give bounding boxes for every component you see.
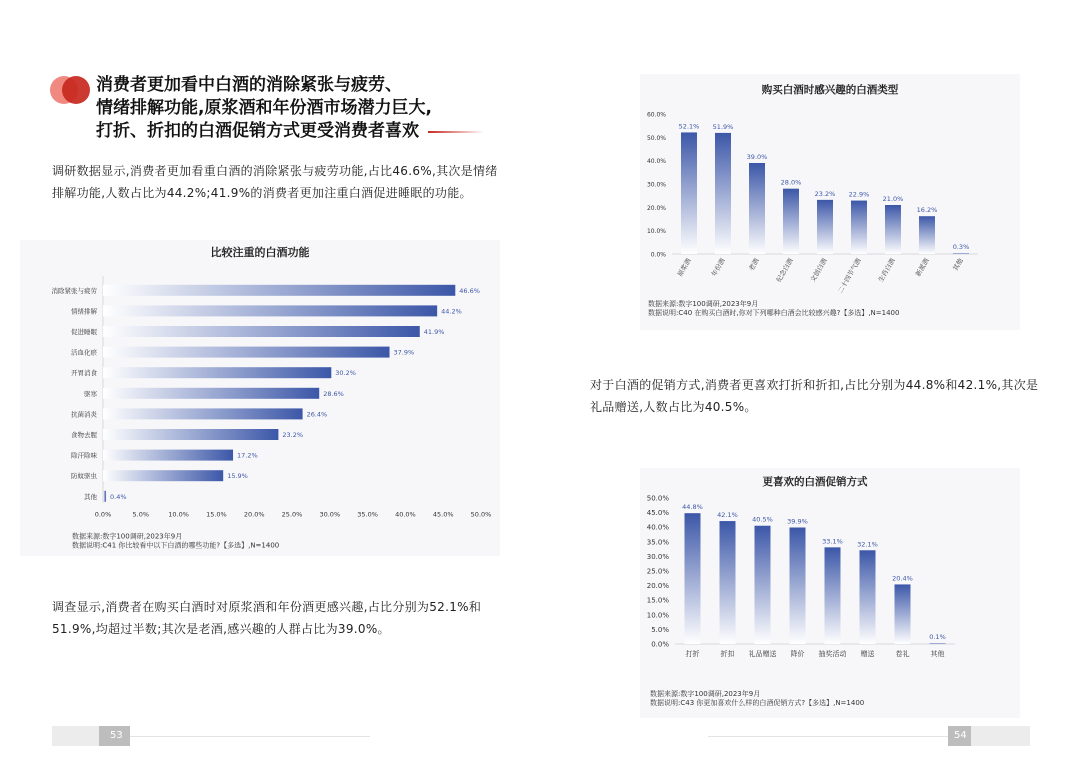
- chart-function-category-label: 情绪排解: [71, 307, 97, 316]
- chart-function-x-tick: 45.0%: [432, 510, 454, 519]
- chart-promotion-bar: [895, 584, 911, 644]
- chart-promotion-bar: [755, 526, 771, 644]
- chart-function-category-label: 促进睡眠: [71, 328, 97, 336]
- chart-type-bar: [919, 216, 935, 254]
- chart-type-data-label: 28.0%: [780, 178, 802, 187]
- chart-function-x-tick: 10.0%: [168, 510, 189, 519]
- chart-promotion-bar: [685, 513, 701, 644]
- paragraph-function: 调研数据显示,消费者更加看重白酒的消除紧张与疲劳功能,占比46.6%,其次是情绪排解功能,人数占比为44.2%;41.9%的消费者更加注重白酒促进睡眠的功能。: [52, 164, 498, 200]
- chart-function-data-label: 26.4%: [306, 410, 328, 419]
- chart-type-y-tick: 40.0%: [646, 158, 666, 166]
- chart-function-data-label: 30.2%: [335, 369, 356, 378]
- chart-function-data-label: 41.9%: [423, 328, 445, 336]
- chart-type-category-label: 其他: [951, 257, 965, 273]
- chart-type-bar: [783, 189, 799, 254]
- chart-function-bar: [103, 326, 420, 337]
- chart-type-bar: [681, 132, 697, 254]
- headline-line-1: 消费者更加看中白酒的消除紧张与疲劳、: [96, 75, 402, 95]
- chart-promotion-data-label: 44.8%: [682, 503, 703, 512]
- chart-promotion-data-label: 20.4%: [892, 574, 913, 583]
- chart-function-data-label: 46.6%: [459, 286, 480, 295]
- chart-function-category-label: 驱寒: [84, 389, 97, 398]
- chart-promotion-category-label: 打折: [685, 650, 700, 658]
- footer-rule-right: [708, 736, 948, 737]
- chart-function-category-label: 抗菌消炎: [71, 410, 97, 419]
- chart-function-x-tick: 40.0%: [395, 510, 416, 519]
- chart-promotion-bar: [825, 547, 841, 644]
- chart-type-category-label: 年份酒: [710, 257, 727, 278]
- chart-function-x-tick: 0.0%: [94, 510, 112, 519]
- chart-promotion-source: 数据来源:数字100调研,2023年9月: [650, 690, 761, 698]
- chart-promotion-category-label: 折扣: [720, 650, 735, 658]
- chart-promotion-y-tick: 5.0%: [651, 625, 669, 634]
- chart-type-bar: [817, 200, 833, 254]
- chart-type-data-label: 16.2%: [916, 206, 938, 215]
- chart-promotion-y-tick: 30.0%: [646, 552, 669, 561]
- chart-function-bar: [103, 450, 233, 461]
- chart-promotion-y-tick: 15.0%: [646, 596, 669, 605]
- chart-function-note: 数据说明:C41 你比较看中以下白酒的哪些功能?【多选】,N=1400: [72, 541, 280, 550]
- section-headline: [96, 74, 432, 143]
- chart-type-bar: [953, 253, 969, 254]
- chart-promotion-category-label: 礼品赠送: [748, 650, 777, 658]
- chart-promotion-bar: [930, 643, 946, 644]
- chart-promotion: [640, 468, 1020, 718]
- chart-promotion-bar: [860, 550, 876, 644]
- chart-function-category-label: 其他: [84, 492, 97, 501]
- chart-promotion-category-label: 赠送: [860, 650, 875, 658]
- chart-function-box: [20, 240, 500, 556]
- chart-promotion-note: 数据说明:C43 你更加喜欢什么样的白酒促销方式?【多选】,N=1400: [650, 699, 865, 707]
- chart-promotion-y-tick: 0.0%: [651, 640, 669, 649]
- chart-type-bar: [851, 201, 867, 254]
- page-number-left-bar: [52, 726, 130, 746]
- chart-promotion-y-tick: 20.0%: [646, 582, 669, 591]
- headline-accent-rule: [428, 131, 484, 133]
- chart-function-x-tick: 5.0%: [132, 510, 150, 519]
- chart-function-category-label: 除汗除味: [71, 451, 97, 460]
- chart-function-data-label: 0.4%: [110, 492, 127, 501]
- chart-promotion-data-label: 39.9%: [787, 517, 808, 526]
- chart-function-x-tick: 30.0%: [319, 510, 341, 519]
- paragraph-promotion: 对于白酒的促销方式,消费者更喜欢打折和折扣,占比分别为44.8%和42.1%,其次是礼品赠送,人数占比为40.5%。: [590, 378, 1039, 414]
- chart-function-x-tick: 35.0%: [357, 510, 378, 519]
- chart-type-bar: [749, 163, 765, 254]
- footer-rule-left: [130, 736, 370, 737]
- chart-type-title: 购买白酒时感兴趣的白酒类型: [761, 84, 899, 96]
- chart-promotion-title: 更喜欢的白酒促销方式: [762, 476, 868, 488]
- chart-function-bar: [103, 388, 319, 399]
- headline-line-2: 情绪排解功能,原浆酒和年份酒市场潜力巨大,: [96, 98, 432, 118]
- chart-type-category-label: 生肖白酒: [876, 257, 897, 284]
- chart-promotion-y-tick: 10.0%: [646, 611, 669, 620]
- page-number-right-bar: [948, 726, 1030, 746]
- chart-promotion-y-tick: 25.0%: [646, 567, 669, 576]
- chart-promotion-data-label: 42.1%: [717, 511, 738, 520]
- chart-function-data-label: 15.9%: [227, 472, 248, 481]
- chart-promotion-y-tick: 45.0%: [646, 509, 669, 518]
- chart-promotion-category-label: 其他: [930, 650, 945, 658]
- chart-function-x-tick: 50.0%: [470, 510, 492, 519]
- chart-type-note: 数据说明:C40 在购买白酒时,你对下列哪种白酒会比较感兴趣?【多选】,N=1400: [648, 309, 900, 317]
- chart-promotion-category-label: 抽奖活动: [818, 650, 847, 658]
- chart-type-data-label: 0.3%: [952, 243, 970, 251]
- chart-promotion-data-label: 33.1%: [822, 537, 843, 546]
- page-number-left: 53: [110, 730, 123, 741]
- chart-type-data-label: 23.2%: [814, 189, 836, 198]
- chart-promotion-y-tick: 50.0%: [646, 494, 669, 503]
- chart-function-category-label: 消除紧张与疲劳: [51, 286, 97, 295]
- chart-promotion-data-label: 0.1%: [929, 633, 946, 641]
- chart-function-data-label: 37.9%: [393, 348, 415, 357]
- logo-circle-dark: [62, 76, 90, 104]
- chart-promotion-bar: [720, 521, 736, 644]
- chart-type-data-label: 22.9%: [848, 190, 870, 199]
- chart-promotion-y-tick: 35.0%: [646, 538, 669, 547]
- chart-function-title: 比较注重的白酒功能: [210, 246, 310, 259]
- chart-type-data-label: 21.0%: [882, 195, 904, 203]
- chart-type-y-tick: 10.0%: [646, 228, 666, 236]
- chart-promotion-data-label: 32.1%: [857, 540, 878, 549]
- chart-function-bar: [103, 470, 223, 481]
- chart-type-bar: [715, 133, 731, 254]
- chart-type-y-tick: 20.0%: [646, 204, 666, 212]
- chart-function: [20, 240, 500, 556]
- chart-promotion-y-tick: 40.0%: [646, 523, 669, 532]
- chart-type-category-label: 文创白酒: [808, 257, 829, 284]
- chart-type-data-label: 51.9%: [712, 122, 734, 131]
- chart-promotion-data-label: 40.5%: [752, 515, 773, 524]
- paragraph-liquor-type: 调查显示,消费者在购买白酒时对原浆酒和年份酒更感兴趣,占比分别为52.1%和51.9%,均超过半数;其次是老酒,感兴趣的人群占比为39.0%。: [52, 600, 482, 636]
- chart-function-x-tick: 15.0%: [206, 510, 227, 519]
- chart-function-data-label: 23.2%: [282, 431, 304, 439]
- chart-type-category-label: 老酒: [747, 257, 761, 273]
- chart-function-bar: [103, 347, 390, 358]
- chart-function-data-label: 28.6%: [323, 389, 344, 398]
- chart-function-category-label: 开胃消食: [71, 369, 97, 378]
- chart-type-category-label: 纪念白酒: [774, 257, 795, 284]
- chart-type-y-tick: 0.0%: [650, 251, 666, 259]
- chart-promotion-box: [640, 468, 1020, 718]
- chart-function-source: 数据来源:数字100调研,2023年9月: [72, 532, 183, 541]
- chart-type-category-label: 原浆酒: [676, 257, 693, 278]
- chart-type-y-tick: 50.0%: [646, 134, 666, 142]
- chart-function-bar: [103, 305, 437, 316]
- chart-type-bar: [885, 205, 901, 254]
- chart-function-data-label: 44.2%: [441, 307, 462, 316]
- chart-type-category-label: 二十四节气酒: [836, 257, 863, 295]
- chart-type-category-label: 新派酒: [914, 257, 931, 278]
- chart-function-bar: [103, 367, 331, 378]
- chart-function-category-label: 活血化瘀: [71, 348, 97, 357]
- chart-type: [640, 74, 1020, 330]
- chart-type-box: [640, 74, 1020, 330]
- chart-type-source: 数据来源:数字100调研,2023年9月: [648, 300, 759, 308]
- chart-promotion-category-label: 降价: [790, 650, 805, 658]
- chart-function-bar: [103, 408, 303, 419]
- chart-function-bar: [103, 285, 455, 296]
- chart-function-bar: [103, 491, 106, 502]
- chart-promotion-bar: [790, 527, 806, 644]
- chart-type-y-tick: 60.0%: [646, 111, 666, 119]
- chart-promotion-category-label: 卷礼: [895, 650, 910, 658]
- page-number-right: 54: [954, 730, 967, 741]
- chart-function-data-label: 17.2%: [237, 451, 258, 460]
- chart-function-x-tick: 25.0%: [281, 510, 303, 519]
- chart-type-data-label: 52.1%: [678, 122, 700, 131]
- chart-function-bar: [103, 429, 278, 440]
- section-logo: [50, 76, 92, 104]
- chart-function-x-tick: 20.0%: [243, 510, 265, 519]
- headline-line-3: 打折、折扣的白酒促销方式更受消费者喜欢: [96, 121, 419, 141]
- chart-type-data-label: 39.0%: [746, 153, 768, 161]
- chart-function-category-label: 防蚊驱虫: [71, 472, 97, 481]
- chart-type-y-tick: 30.0%: [646, 181, 666, 189]
- chart-function-category-label: 食物去腥: [71, 431, 97, 439]
